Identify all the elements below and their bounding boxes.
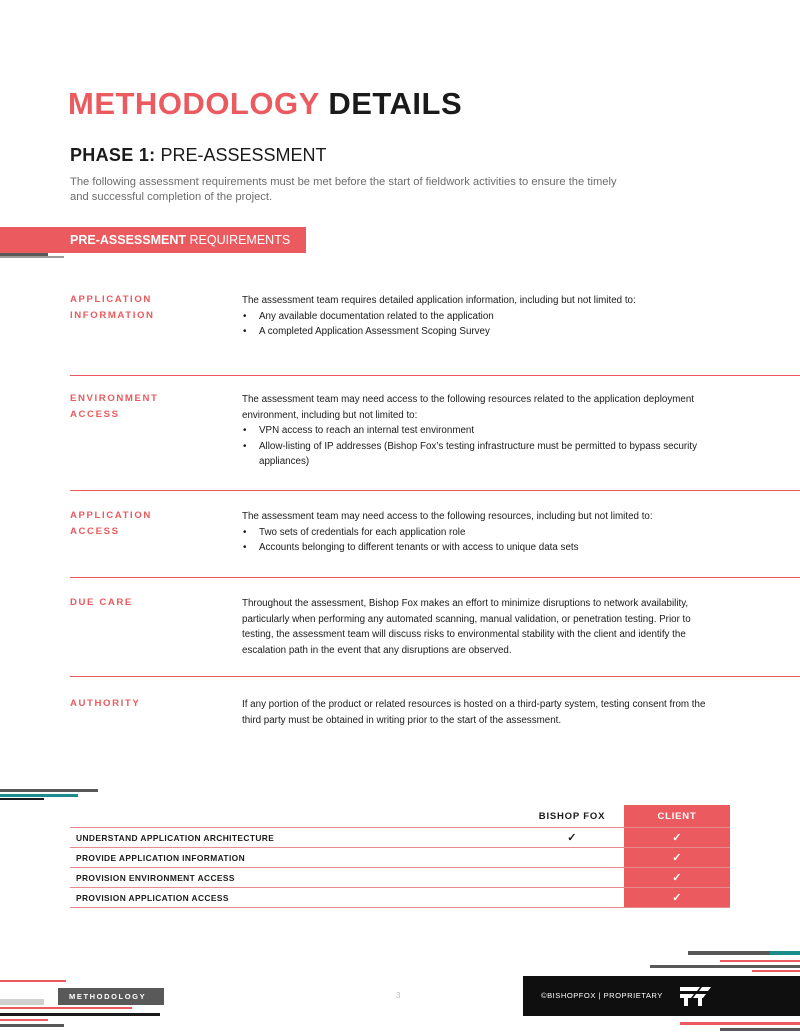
requirement-label-line: DUE CARE bbox=[70, 597, 133, 608]
decor-stripe bbox=[0, 980, 66, 982]
decor-stripe bbox=[0, 789, 98, 792]
decor-stripe bbox=[0, 1007, 132, 1009]
table-header-blank bbox=[70, 805, 520, 828]
requirement-content-due-care bbox=[242, 596, 712, 658]
page-title-rest: DETAILS bbox=[328, 86, 463, 121]
table-header-row bbox=[70, 805, 730, 828]
table-cell-task: PROVISION ENVIRONMENT ACCESS bbox=[70, 868, 520, 888]
table-cell-task: PROVIDE APPLICATION INFORMATION bbox=[70, 848, 520, 868]
page-number: 3 bbox=[396, 991, 401, 1000]
check-icon: ✓ bbox=[520, 828, 624, 848]
list-item: • Two sets of credentials for each application role bbox=[242, 525, 712, 541]
section-banner bbox=[0, 227, 306, 253]
requirement-content-application-information bbox=[242, 293, 712, 340]
list-item: • VPN access to reach an internal test environment bbox=[242, 423, 712, 439]
table-header-client: CLIENT bbox=[624, 805, 730, 828]
requirement-label-application-access bbox=[70, 508, 220, 540]
section-divider bbox=[70, 676, 800, 677]
phase-heading bbox=[70, 145, 326, 166]
decor-stripe bbox=[0, 794, 78, 797]
requirement-content-environment-access bbox=[242, 392, 712, 470]
requirement-bullet-list bbox=[242, 525, 712, 556]
requirement-text: If any portion of the product or related resources is hosted on a third-party system, testing consent from the third party must be obtained in writing prior to the start of the assessment. bbox=[242, 699, 706, 726]
requirement-text: Throughout the assessment, Bishop Fox makes an effort to minimize disruptions to network availability, particularly when performing any automated scanning, manual validation, or penetration testing. Prior to testing, the assessment team will discuss risks to environmental stability with the client and identify the escalation path in the event that any disruptions are observed. bbox=[242, 598, 691, 656]
check-icon: ✓ bbox=[624, 828, 730, 848]
table-row bbox=[70, 868, 730, 888]
requirement-text: The assessment team requires detailed application information, including but not limited to: bbox=[242, 295, 636, 306]
table-header-bishop-fox: BISHOP FOX bbox=[538, 810, 606, 822]
check-icon: ✓ bbox=[624, 848, 730, 868]
footer-copyright-bar bbox=[523, 976, 800, 1016]
responsibility-table bbox=[70, 805, 730, 908]
phase-heading-number: PHASE 1: bbox=[70, 145, 156, 165]
list-item: • A completed Application Assessment Scoping Survey bbox=[242, 324, 712, 340]
requirement-label-line: ENVIRONMENT bbox=[70, 393, 159, 404]
requirement-label-due-care bbox=[70, 595, 220, 611]
table-row bbox=[70, 888, 730, 908]
requirement-label-application-information bbox=[70, 292, 220, 324]
table-cell-task: UNDERSTAND APPLICATION ARCHITECTURE bbox=[70, 828, 520, 848]
table-row bbox=[70, 828, 730, 848]
decor-stripe bbox=[0, 256, 64, 258]
decor-stripe bbox=[0, 1013, 160, 1016]
section-divider bbox=[70, 490, 800, 491]
decor-stripe bbox=[680, 1022, 800, 1025]
section-banner-rest: REQUIREMENTS bbox=[189, 233, 291, 247]
decor-stripe bbox=[0, 1019, 48, 1021]
bishop-fox-logo-icon bbox=[680, 985, 712, 1007]
list-item: • Allow-listing of IP addresses (Bishop Fox’s testing infrastructure must be permitted to bypass security appliances) bbox=[242, 439, 712, 470]
requirement-label-line: ACCESS bbox=[70, 409, 120, 420]
phase-heading-name: PRE-ASSESSMENT bbox=[160, 145, 327, 165]
requirement-label-line: INFORMATION bbox=[70, 310, 155, 321]
footer-copyright: ©BISHOPFOX | PROPRIETARY bbox=[541, 991, 663, 1000]
table-cell-bishop-fox bbox=[520, 868, 624, 888]
requirement-label-line: ACCESS bbox=[70, 526, 120, 537]
check-icon: ✓ bbox=[624, 888, 730, 908]
requirement-label-authority bbox=[70, 696, 220, 712]
section-banner-bold: PRE-ASSESSMENT bbox=[70, 233, 186, 247]
page-title bbox=[68, 86, 462, 122]
list-item: • Any available documentation related to the application bbox=[242, 309, 712, 325]
requirement-label-line: AUTHORITY bbox=[70, 698, 141, 709]
table-row bbox=[70, 848, 730, 868]
requirement-text: The assessment team may need access to the following resources related to the application deployment environment, including but not limited to: bbox=[242, 394, 694, 421]
page-title-accent: METHODOLOGY bbox=[68, 86, 320, 121]
check-icon: ✓ bbox=[624, 868, 730, 888]
list-item: • Accounts belonging to different tenants or with access to unique data sets bbox=[242, 540, 712, 556]
decor-stripe bbox=[0, 798, 44, 800]
decor-stripe bbox=[0, 1024, 64, 1027]
table-cell-bishop-fox bbox=[520, 888, 624, 908]
table-cell-task: PROVISION APPLICATION ACCESS bbox=[70, 888, 520, 908]
requirement-text: The assessment team may need access to the following resources, including but not limited to: bbox=[242, 511, 653, 522]
requirement-content-application-access bbox=[242, 509, 712, 556]
requirement-bullet-list bbox=[242, 309, 712, 340]
decor-stripe bbox=[720, 1028, 800, 1031]
footer-section-label: METHODOLOGY bbox=[58, 988, 164, 1005]
section-divider bbox=[70, 577, 800, 578]
table-cell-bishop-fox bbox=[520, 848, 624, 868]
requirement-content-authority bbox=[242, 697, 712, 728]
requirement-label-environment-access bbox=[70, 391, 220, 423]
intro-paragraph: The following assessment requirements must be met before the start of fieldwork activities to ensure the timely and successful completion of the project. bbox=[70, 176, 617, 203]
decor-stripe bbox=[0, 999, 44, 1005]
decor-stripe bbox=[650, 965, 800, 968]
requirement-label-line: APPLICATION bbox=[70, 510, 152, 521]
requirement-bullet-list bbox=[242, 423, 712, 470]
decor-stripe bbox=[720, 960, 800, 962]
section-divider bbox=[70, 375, 800, 376]
decor-stripe bbox=[752, 970, 800, 972]
decor-stripe bbox=[770, 951, 800, 955]
requirement-label-line: APPLICATION bbox=[70, 294, 152, 305]
